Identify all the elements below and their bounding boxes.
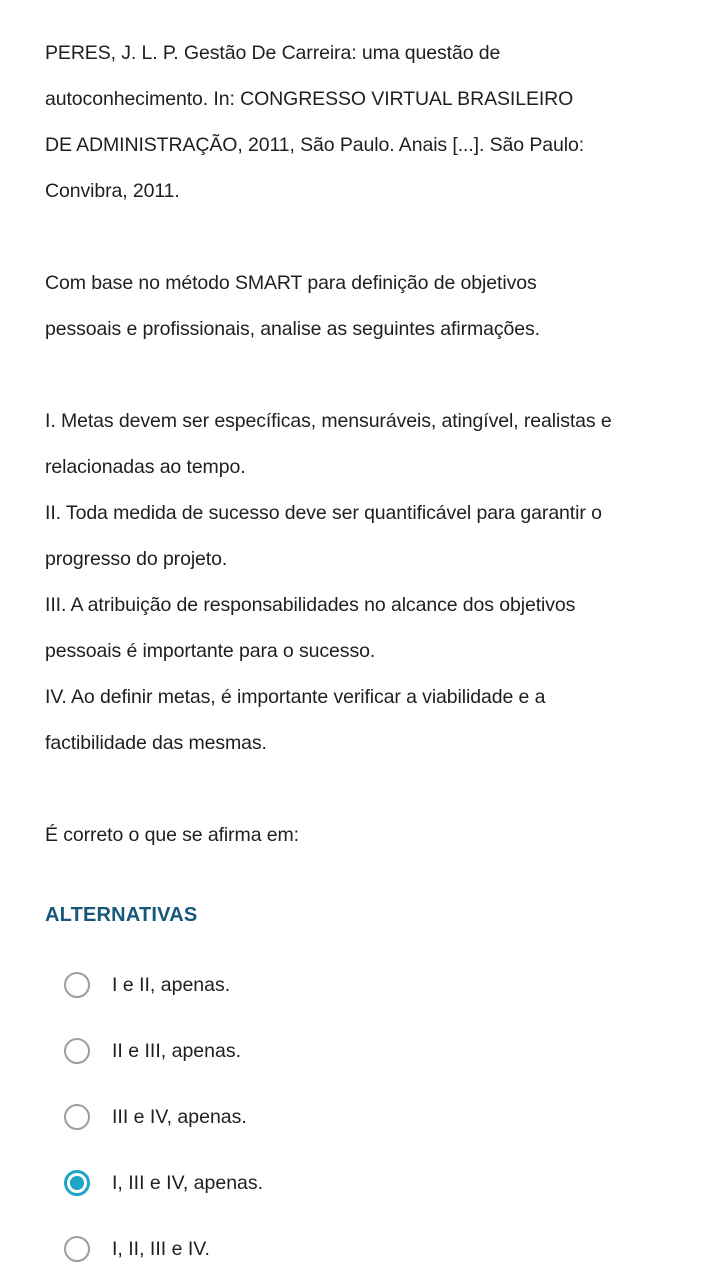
alternative-label: I e II, apenas. bbox=[112, 973, 231, 996]
alternative-label: III e IV, apenas. bbox=[112, 1105, 247, 1128]
alternative-label: I, III e IV, apenas. bbox=[112, 1171, 264, 1194]
question-body bbox=[45, 30, 695, 858]
prompt-line-2: pessoais e profissionais, analise as seguintes afirmações. bbox=[45, 318, 540, 340]
radio-button[interactable] bbox=[64, 1038, 90, 1064]
alternatives-heading: ALTERNATIVAS bbox=[45, 904, 198, 926]
spacer bbox=[45, 766, 695, 812]
statement-2-line-2: progresso do projeto. bbox=[45, 548, 228, 570]
spacer bbox=[45, 352, 695, 398]
alternatives-list bbox=[64, 952, 684, 1282]
alternative-option-3[interactable] bbox=[64, 1084, 684, 1150]
alternative-option-1[interactable] bbox=[64, 952, 684, 1018]
statement-2-line-1: II. Toda medida de sucesso deve ser quantificável para garantir o bbox=[45, 502, 602, 524]
alternative-option-4[interactable] bbox=[64, 1150, 684, 1216]
spacer bbox=[45, 214, 695, 260]
radio-button[interactable] bbox=[64, 972, 90, 998]
statement-3-line-1: III. A atribuição de responsabilidades no alcance dos objetivos bbox=[45, 594, 576, 616]
statement-3-line-2: pessoais é importante para o sucesso. bbox=[45, 640, 376, 662]
alternative-label: II e III, apenas. bbox=[112, 1039, 241, 1062]
radio-button[interactable] bbox=[64, 1170, 90, 1196]
radio-selected-dot bbox=[70, 1176, 84, 1190]
reference-line-3: DE ADMINISTRAÇÃO, 2011, São Paulo. Anais [...]. São Paulo: bbox=[45, 134, 585, 156]
alternative-option-2[interactable] bbox=[64, 1018, 684, 1084]
alternative-option-5[interactable] bbox=[64, 1216, 684, 1282]
radio-button[interactable] bbox=[64, 1236, 90, 1262]
prompt-line-1: Com base no método SMART para definição de objetivos bbox=[45, 272, 537, 294]
alternative-label: I, II, III e IV. bbox=[112, 1237, 210, 1260]
question-text: É correto o que se afirma em: bbox=[45, 824, 299, 846]
statement-1-line-1: I. Metas devem ser específicas, mensuráveis, atingível, realistas e bbox=[45, 410, 612, 432]
statement-4-line-1: IV. Ao definir metas, é importante verificar a viabilidade e a bbox=[45, 686, 546, 708]
statement-4-line-2: factibilidade das mesmas. bbox=[45, 732, 267, 754]
reference-line-1: PERES, J. L. P. Gestão De Carreira: uma questão de bbox=[45, 42, 501, 64]
reference-line-4: Convibra, 2011. bbox=[45, 180, 180, 202]
reference-line-2: autoconhecimento. In: CONGRESSO VIRTUAL BRASILEIRO bbox=[45, 88, 574, 110]
radio-button[interactable] bbox=[64, 1104, 90, 1130]
statement-1-line-2: relacionadas ao tempo. bbox=[45, 456, 246, 478]
